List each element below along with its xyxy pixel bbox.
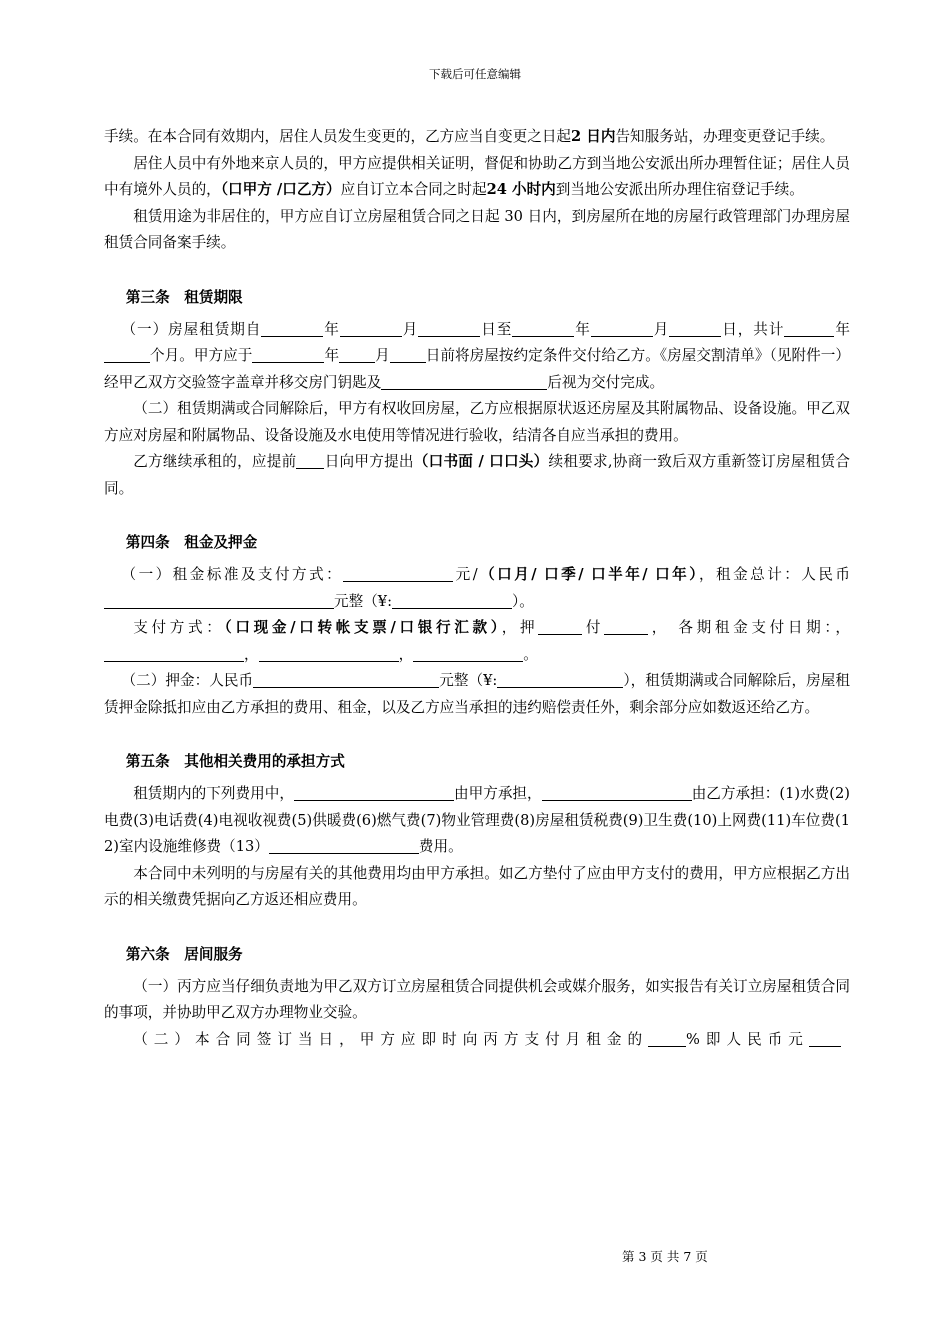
party-checkbox-option[interactable]: （口甲方 /口乙方） (220, 181, 341, 198)
payment-method-checkbox-option[interactable]: （口现金/口转帐支票/口银行汇款） (224, 619, 502, 636)
blank-pay-date-1[interactable] (104, 645, 244, 662)
text: 乙方继续承租的，应提前 (133, 453, 297, 470)
text: （二）押金：人民币 (121, 672, 254, 689)
text: 由甲方承担， (453, 785, 542, 802)
text-bold: 2 日内 (571, 128, 616, 145)
paragraph-lease-period (104, 317, 850, 397)
text: 后视为交付完成。 (547, 373, 665, 391)
blank-fee-yuan[interactable] (809, 1030, 841, 1047)
text: 告知服务站，办理变更登记手续。 (615, 128, 835, 145)
blank-party-b-fees[interactable] (542, 784, 692, 801)
blank-delivery-items[interactable] (381, 373, 547, 390)
text: （二）本合同签订当日，甲方应即时向丙方支付月租金的 (133, 1030, 649, 1048)
blank-end-year[interactable] (512, 320, 574, 337)
text: 日前将房屋按约定条件交付给乙方。《房屋交割清单》（见附件一）经甲乙双方交验签字盖章并移交房门钥匙及 (104, 347, 850, 391)
section-title-rent-deposit: 第四条 租金及押金 (125, 534, 258, 551)
text: 到当地公安派出所办理住宿登记手续。 (555, 181, 804, 198)
paragraph-payment-method (104, 615, 850, 668)
text: 年 (323, 320, 340, 338)
blank-start-month[interactable] (340, 320, 402, 337)
blank-start-year[interactable] (261, 320, 323, 337)
blank-deposit-yuan[interactable] (497, 671, 623, 688)
text: ， (398, 645, 414, 663)
blank-deposit-amount[interactable] (253, 671, 439, 688)
section-title-brokerage: 第六条 居间服务 (125, 945, 243, 963)
text: ）。 (511, 592, 534, 610)
blank-rent-amount[interactable] (343, 565, 453, 582)
text: 年 (834, 320, 850, 338)
paragraph-fee-reimbursement: 本合同中未列明的与房屋有关的其他费用均由甲方承担。如乙方垫付了应由甲方支付的费用，甲方应根据乙方出示的相关缴费凭据向乙方返还相应费用。 (104, 864, 850, 908)
text: 支付方式： (133, 619, 225, 636)
text: 日至 (480, 320, 513, 338)
text: 日，共计 (721, 320, 785, 338)
blank-delivery-month[interactable] (339, 346, 375, 363)
text: 年 (574, 320, 591, 338)
text: 租赁期内的下列费用中， (133, 785, 294, 802)
page-header: 下载后可任意编辑 (429, 67, 521, 81)
text: ， 各期租金支付日期： (648, 619, 836, 636)
blank-party-a-fees[interactable] (294, 784, 454, 801)
blank-start-day[interactable] (418, 320, 480, 337)
text: %即人民币元 (686, 1030, 809, 1048)
blank-pay-months[interactable] (604, 618, 648, 635)
text: 元整（¥: (439, 672, 498, 689)
text-bold: 24 小时内 (486, 181, 556, 198)
paragraph-deposit (104, 668, 850, 721)
paragraph-brokerage-fee (104, 1027, 850, 1054)
text: 元/ (453, 566, 478, 583)
blank-deposit-months[interactable] (538, 618, 582, 635)
paragraph-temporary-residence (104, 151, 850, 204)
text: （一）房屋租赁期自 (121, 320, 262, 338)
text: 月 (375, 347, 390, 364)
blank-delivery-day[interactable] (390, 346, 426, 363)
text: ，押 (501, 619, 539, 636)
text: 居住人员中有外地来京人员的，甲方应提供相关证明，督促和协助乙方到当地公安派出所办理暂住证；居住人员中有境外人员的， (104, 154, 850, 198)
paragraph-rent-standard (104, 562, 850, 615)
contract-body (104, 124, 850, 1053)
blank-renewal-days[interactable] (296, 452, 324, 469)
section-title-lease-term: 第三条 租赁期限 (125, 288, 243, 306)
text: 月 (652, 320, 670, 338)
blank-fee-percent[interactable] (648, 1030, 686, 1047)
text: 日向甲方提出 (324, 453, 414, 470)
blank-total-months[interactable] (104, 346, 150, 363)
text: 应自订立本合同之时起 (340, 181, 487, 198)
text: ），租赁期满或合同解除后，房屋租赁押金除抵扣应由乙方承担的费用、租金，以及乙方应当承担的违约赔偿责任外，剩余部分应如数返还给乙方。 (104, 672, 851, 716)
rent-period-checkbox-option[interactable]: （口月/ 口季/ 口半年/ 口年） (477, 566, 699, 583)
blank-end-month[interactable] (591, 320, 653, 337)
text: ， (835, 619, 850, 636)
text: ， (244, 645, 259, 663)
paragraph-fee-allocation (104, 781, 850, 861)
text: 年 (324, 347, 340, 364)
paragraph-filing: 租赁用途为非居住的，甲方应自订立房屋租赁合同之日起 30 日内，到房屋所在地的房屋行政管理部门办理房屋租赁合同备案手续。 (104, 207, 850, 251)
blank-rent-total[interactable] (104, 592, 334, 609)
text: 元整（¥: (334, 592, 392, 610)
text: 费用。 (418, 838, 463, 855)
paragraph-brokerage-duty: （一）丙方应当仔细负责地为甲乙双方订立房屋租赁合同提供机会或媒介服务，如实报告有关订立房屋租赁合同的事项，并协助甲乙双方办理物业交验。 (104, 977, 850, 1021)
page-footer: 第 3 页 共 7 页 (622, 1249, 708, 1264)
renewal-method-checkbox-option[interactable]: （口书面 / 口口头） (413, 453, 549, 470)
blank-other-fee[interactable] (269, 837, 419, 854)
blank-total-years[interactable] (784, 320, 834, 337)
paragraph-renewal (104, 449, 850, 502)
blank-pay-date-3[interactable] (413, 645, 523, 662)
text: 付 (582, 619, 605, 636)
text: 月 (401, 320, 419, 338)
text: 续租要求,协商一致后双方重新签订房屋租赁合同。 (104, 453, 850, 497)
blank-pay-date-2[interactable] (259, 645, 399, 662)
blank-rent-total-yuan[interactable] (392, 592, 512, 609)
blank-delivery-year[interactable] (252, 346, 324, 363)
text: 由乙方承担：(1)水费(2)电费(3)电话费(4)电视收视费(5)供暖费(6)燃气费(7)物业管理费(8)房屋租赁税费(9)卫生费(10)上网费(11)车位费(12)室内设施维修费（13） (104, 785, 850, 855)
text: 手续。在本合同有效期内，居住人员发生变更的，乙方应当自变更之日起 (104, 128, 572, 145)
section-title-other-fees: 第五条 其他相关费用的承担方式 (125, 753, 345, 770)
text: 。 (523, 645, 538, 663)
text: （一）租金标准及支付方式： (121, 566, 344, 583)
text: 个月。甲方应于 (150, 347, 253, 364)
blank-end-day[interactable] (669, 320, 721, 337)
text: ，租金总计：人民币 (698, 566, 850, 583)
paragraph-lease-end: （二）租赁期满或合同解除后，甲方有权收回房屋，乙方应根据原状返还房屋及其附属物品、设备设施。甲乙双方应对房屋和附属物品、设备设施及水电使用等情况进行验收，结清各自应当承担的费用。 (104, 400, 850, 444)
paragraph-registration (104, 124, 850, 151)
